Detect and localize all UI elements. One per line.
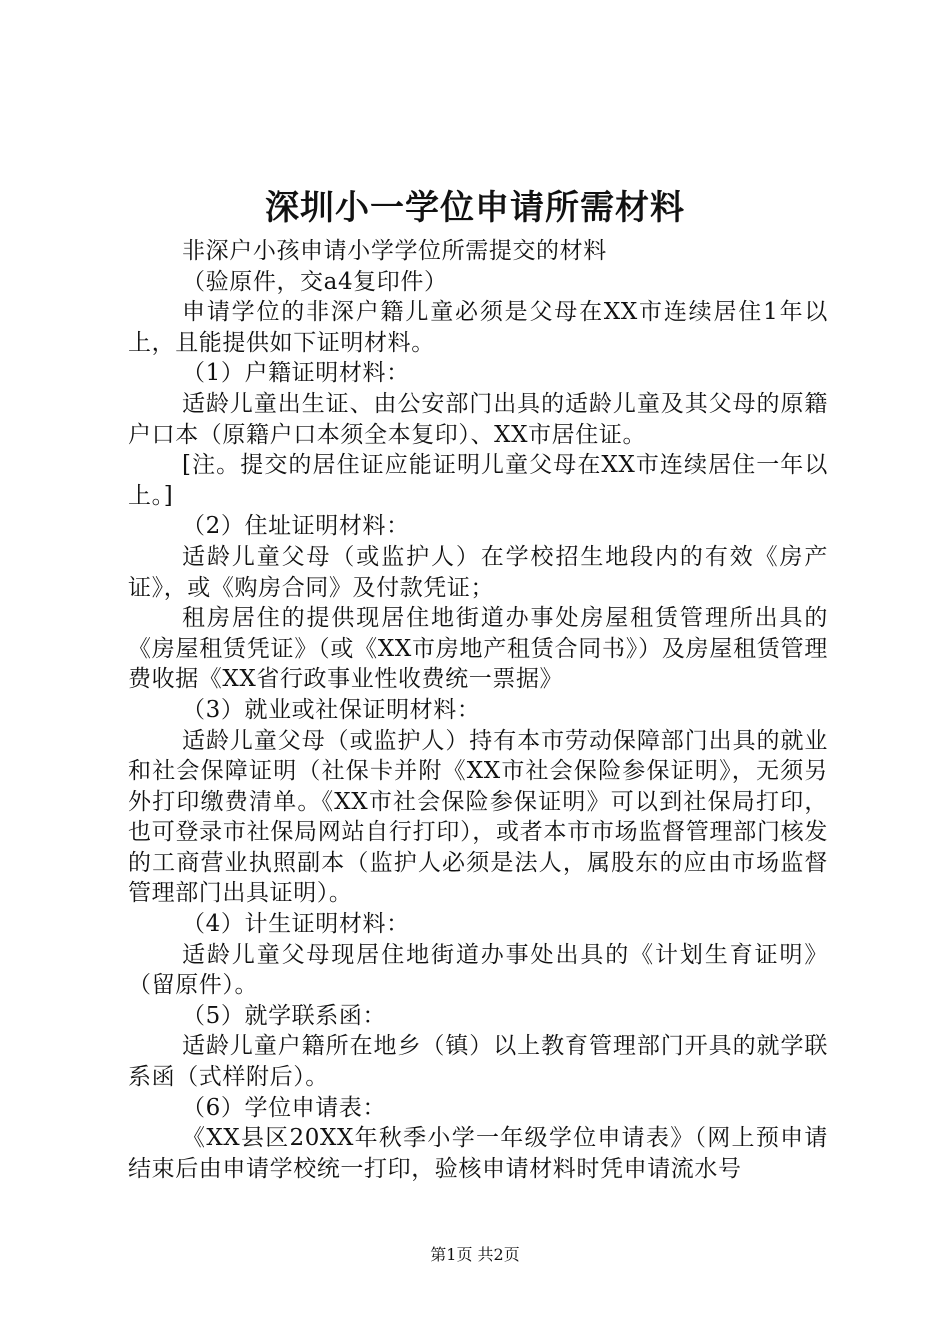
page-footer: 第1页 共2页 xyxy=(430,1245,520,1264)
section-heading-employment: （3）就业或社保证明材料： xyxy=(182,696,481,723)
section-heading-household: （1）户籍证明材料： xyxy=(182,360,410,387)
paragraph-school-letter: 适龄儿童户籍所在地乡（镇）以上教育管理部门开具的就学联系函（式样附后）。 xyxy=(128,1033,828,1091)
document-title: 深圳小一学位申请所需材料 xyxy=(265,188,685,228)
paragraph-application-form: 《XX县区20XX年秋季小学一年级学位申请表》（网上预申请结束后由申请学校统一打印，验核申请材料时凭申请流水号 xyxy=(128,1125,828,1182)
document-body xyxy=(128,236,828,1184)
paragraph-eligibility: 申请学位的非深户籍儿童必须是父母在XX市连续居住1年以上，且能提供如下证明材料。 xyxy=(128,299,828,356)
paragraph-intro: 非深户小孩申请小学学位所需提交的材料 xyxy=(182,238,607,264)
paragraph-family-planning: 适龄儿童父母现居住地街道办事处出具的《计划生育证明》（留原件）。 xyxy=(128,941,828,999)
section-heading-family-planning: （4）计生证明材料： xyxy=(182,911,410,938)
section-heading-address: （2）住址证明材料： xyxy=(182,513,410,540)
paragraph-employment: 适龄儿童父母（或监护人）持有本市劳动保障部门出具的就业和社会保障证明（社保卡并附《XX市社会保险参保证明》，无须另外打印缴费清单。《XX市社会保险参保证明》可以到社保局打印，也可登录市社保局网站自行打印），或者本市市场监督管理部门核发的工商营业执照副本（监护人必须是法人，属股东的应由市场监督管理部门出具证明）。 xyxy=(128,727,828,907)
paragraph-address-rented: 租房居住的提供现居住地街道办事处房屋租赁管理所出具的《房屋租赁凭证》（或《XX市房地产租赁合同书》）及房屋租赁管理费收据《XX省行政事业性收费统一票据》 xyxy=(128,605,828,693)
paragraph-household-note: [注。提交的居住证应能证明儿童父母在XX市连续居住一年以上。] xyxy=(128,452,828,509)
section-heading-school-letter: （5）就学联系函： xyxy=(182,1002,387,1029)
paragraph-note-copies: （验原件，交a4复印件） xyxy=(182,268,448,295)
paragraph-household: 适龄儿童出生证、由公安部门出具的适龄儿童及其父母的原籍户口本（原籍户口本须全本复印）、XX市居住证。 xyxy=(128,390,828,448)
section-heading-application-form: （6）学位申请表： xyxy=(182,1094,387,1121)
paragraph-address-owned: 适龄儿童父母（或监护人）在学校招生地段内的有效《房产证》，或《购房合同》及付款凭证； xyxy=(128,543,828,601)
